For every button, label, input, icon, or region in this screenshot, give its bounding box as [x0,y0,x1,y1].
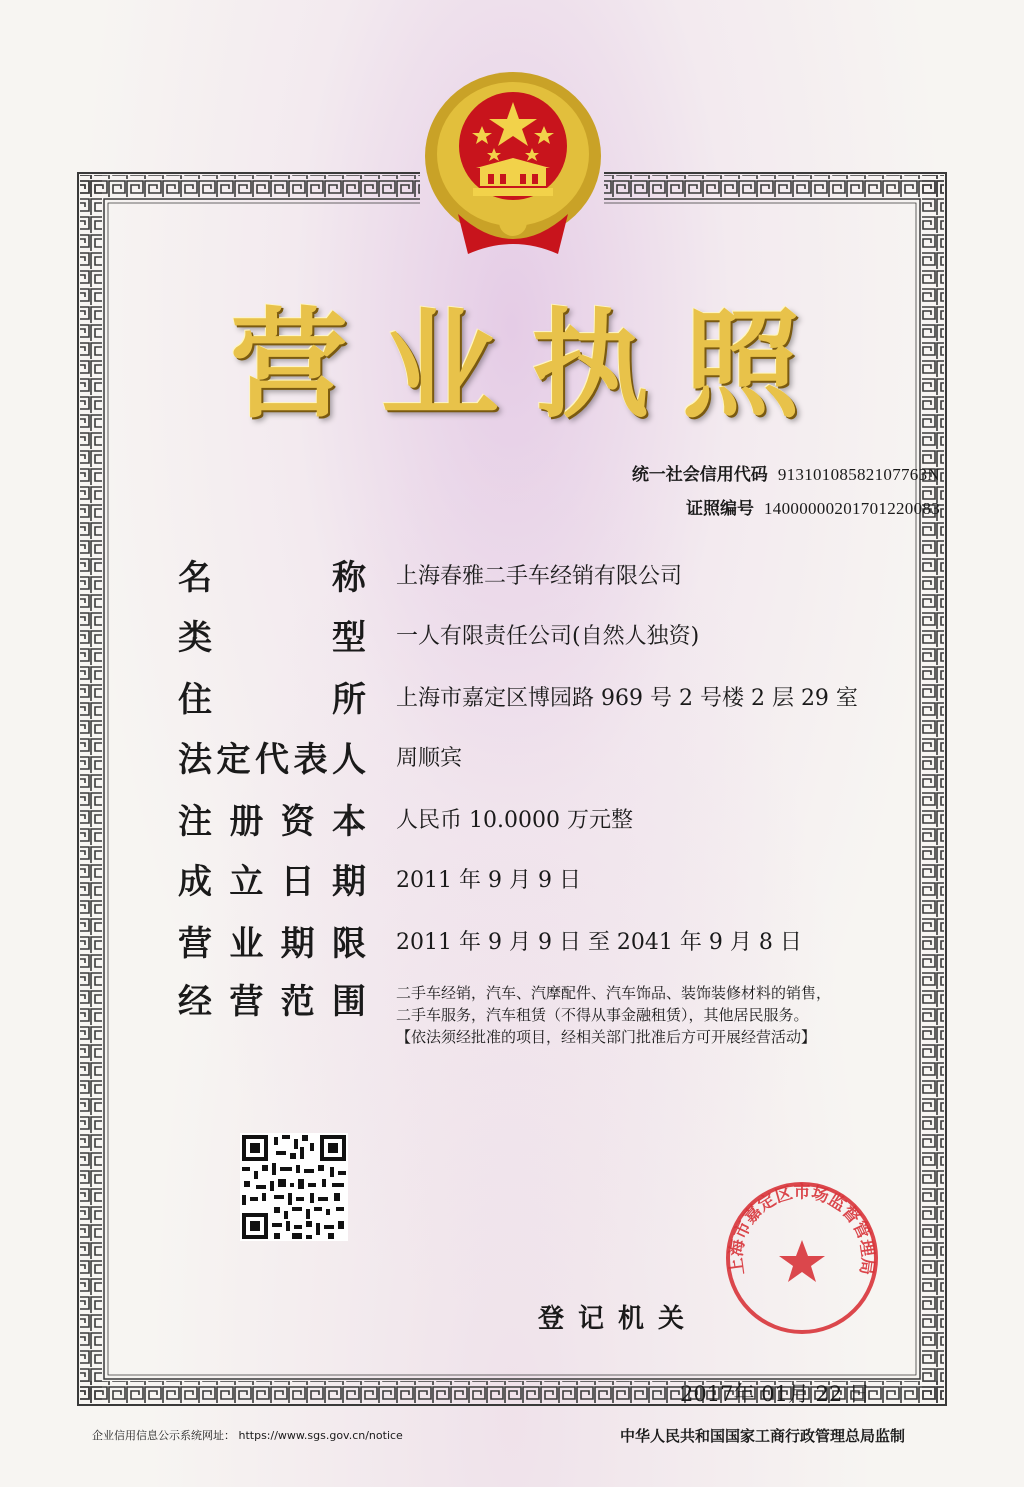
label-char: 成 [178,862,212,902]
label-char: 名 [178,558,212,598]
field-name-value: 上海春雅二手车经销有限公司 [396,564,683,589]
field-legal-rep [178,732,462,781]
footer-supervisor-note: 中华人民共和国国家工商行政管理总局监制 [620,1427,906,1445]
field-type [178,610,699,659]
field-name [178,550,682,599]
label-char: 范 [280,982,315,1022]
field-legal-rep-value: 周顺宾 [396,746,463,771]
field-name-label [178,550,366,599]
title-char-4: 照 [681,295,800,434]
field-established [178,854,581,903]
official-seal-stamp [722,1178,882,1338]
label-char: 定 [216,740,251,780]
scope-line-2: 二手车服务，汽车租赁（不得从事金融租赁），其他居民服务。 [396,1006,809,1024]
label-char: 业 [229,924,264,964]
label-char: 所 [332,680,366,720]
registration-date: 2017年 01月 22 日 [680,1382,870,1406]
field-term-value: 2011 年 9 月 9 日 至 2041 年 9 月 8 日 [396,930,802,955]
label-char: 围 [331,982,366,1022]
field-term-label [178,916,366,965]
label-char: 期 [280,924,315,964]
field-scope-value [396,974,831,1048]
license-no-value: 14000000201701220083 [764,499,940,518]
field-address-value: 上海市嘉定区博园路 969 号 2 号楼 2 层 29 室 [396,686,858,711]
field-type-label [178,610,366,659]
license-no-row [540,494,940,528]
label-char: 营 [178,924,212,964]
label-char: 住 [178,680,212,720]
label-char: 限 [331,924,366,964]
label-char: 代 [255,740,289,780]
label-char: 类 [178,618,212,658]
field-capital-label [178,794,366,843]
label-char: 册 [229,802,264,842]
national-emblem-icon [418,64,608,264]
label-char: 法 [178,740,212,780]
field-address [178,672,858,721]
field-address-label [178,672,366,721]
title-char-3: 执 [531,295,650,434]
label-char: 本 [331,802,366,842]
label-char: 营 [229,982,264,1022]
label-char: 资 [280,802,315,842]
label-char: 表 [293,740,328,780]
field-type-value: 一人有限责任公司(自然人独资) [396,624,700,649]
scope-line-3: 【依法须经批准的项目，经相关部门批准后方可开展经营活动】 [396,1028,817,1046]
label-char: 型 [332,618,366,658]
field-scope-label [178,974,366,1023]
credit-code-label: 统一社会信用代码 [631,465,768,485]
credit-code-row [540,460,940,494]
license-no-label: 证照编号 [686,499,754,519]
credit-code-value: 91310108582107763N [777,465,940,484]
title-char-2: 业 [380,295,499,434]
label-char: 经 [178,982,212,1022]
field-scope [178,974,831,1048]
field-established-value: 2011 年 9 月 9 日 [396,868,581,893]
label-char: 注 [178,802,212,842]
field-established-label [178,854,366,903]
field-legal-rep-label [178,732,366,781]
label-char: 立 [229,862,264,902]
footer-website-note: 企业信用信息公示系统网址： https://www.sgs.gov.cn/notice [92,1429,403,1442]
code-block [540,460,940,528]
scope-line-1: 二手车经销，汽车、汽摩配件、汽车饰品、装饰装修材料的销售， [396,984,832,1002]
field-term [178,916,802,965]
field-capital [178,794,633,843]
field-capital-value: 人民币 10.0000 万元整 [396,808,633,833]
title-char-1: 营 [230,295,349,434]
label-char: 日 [280,862,315,902]
document-title [230,295,800,434]
label-char: 期 [331,862,366,902]
registration-authority-label: 登记机关 [538,1304,699,1334]
qr-code[interactable] [240,1133,348,1241]
label-char: 人 [332,740,366,780]
seal-text: 上海市嘉定区市场监督管理局 [726,1182,878,1277]
label-char: 称 [332,558,366,598]
